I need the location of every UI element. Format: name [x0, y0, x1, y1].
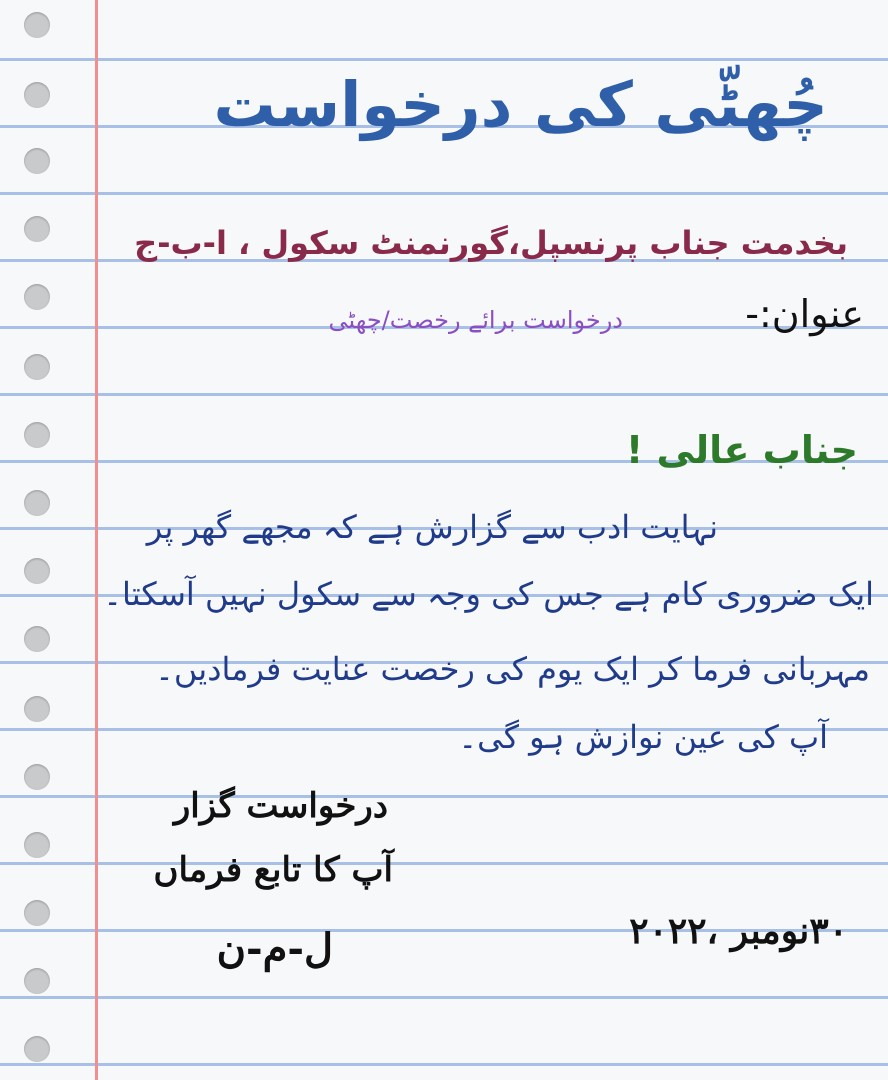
binder-hole	[24, 764, 50, 790]
body-line: مہربانی فرما کر ایک یوم کی رخصت عنایت فرمادیں۔	[155, 650, 870, 688]
binder-hole	[24, 968, 50, 994]
binder-hole	[24, 216, 50, 242]
binder-hole	[24, 490, 50, 516]
binder-hole	[24, 626, 50, 652]
signature-name: ل-م-ن	[216, 925, 333, 972]
body-line: نہایت ادب سے گزارش ہے کہ مجھے گھر پر	[146, 508, 718, 546]
binder-hole	[24, 832, 50, 858]
binder-hole	[24, 12, 50, 38]
subject-text: درخواست برائے رخصت/چھٹی	[328, 306, 623, 334]
body-line: آپ کی عین نوازش ہو گی۔	[458, 718, 828, 756]
signature-obedient-label: آپ کا تابع فرماں	[153, 850, 393, 890]
subject-label: عنوان:-	[745, 292, 864, 336]
margin-line	[95, 0, 98, 1080]
binder-hole	[24, 696, 50, 722]
binder-hole	[24, 558, 50, 584]
salutation: جناب عالی !	[625, 428, 858, 472]
page-title: چُھٹّی کی درخواست	[213, 68, 828, 141]
binder-hole	[24, 148, 50, 174]
binder-hole	[24, 422, 50, 448]
binder-hole	[24, 1036, 50, 1062]
letter-date: ۳۰نومبر ،۲۰۲۲	[629, 910, 848, 952]
binder-hole	[24, 284, 50, 310]
body-line: ایک ضروری کام ہے جس کی وجہ سے سکول نہیں آسکتا۔	[103, 575, 874, 613]
addressee-line: بخدمت جناب پرنسپل،گورنمنٹ سکول ، ا-ب-ج	[134, 224, 848, 262]
binder-hole	[24, 354, 50, 380]
binder-hole	[24, 900, 50, 926]
signature-applicant-label: درخواست گزار	[173, 786, 388, 826]
binder-hole	[24, 82, 50, 108]
